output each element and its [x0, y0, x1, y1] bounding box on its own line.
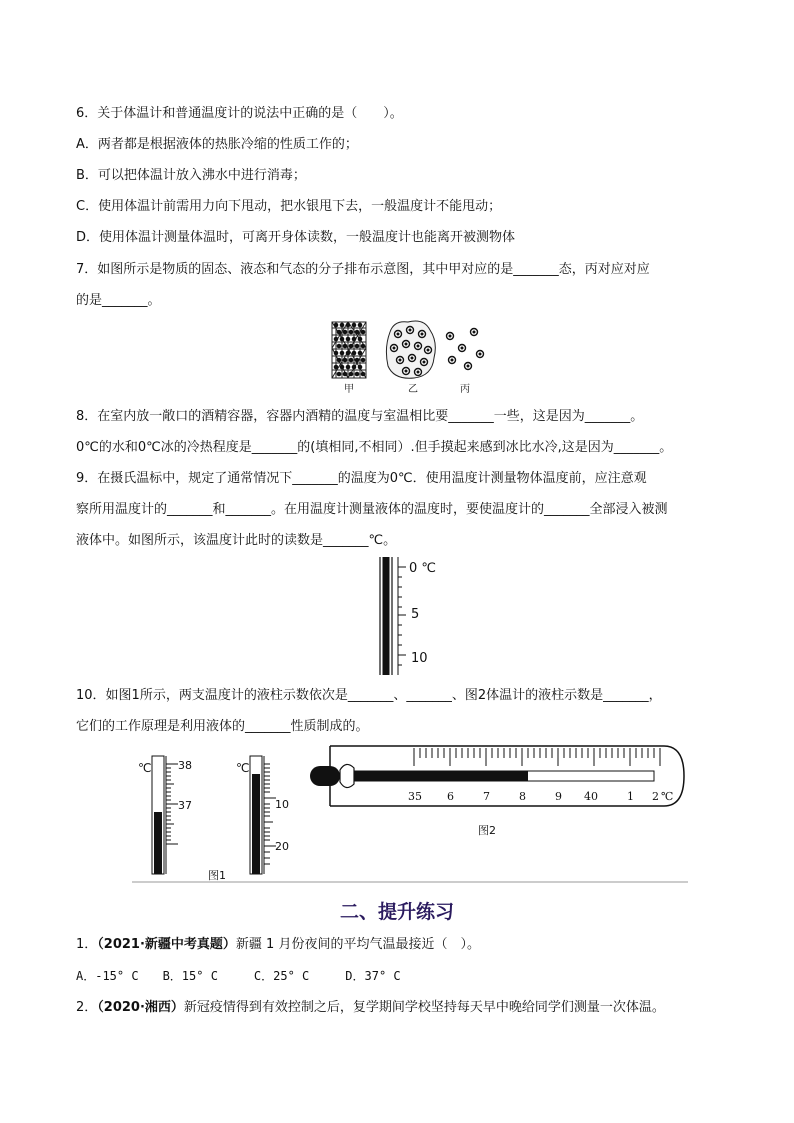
figure-2-clinical-thermometer [302, 740, 688, 886]
q10-line2: 它们的工作原理是利用液体的_______性质制成的。 [76, 719, 369, 734]
molecule-states-figure [328, 318, 494, 396]
fig2-tick-6: 6 [447, 790, 454, 803]
left-liquid-column [154, 812, 162, 874]
q9-line3: 液体中。如图所示，该温度计此时的读数是_______℃。 [76, 533, 397, 548]
q8-line2: 0℃的水和0℃冰的冷热程度是_______的(填相同,不相同）.但手摸起来感到冰比水冷,这是因为_______。 [76, 440, 673, 455]
label-yi: 乙 [408, 384, 418, 395]
liquid-column [383, 557, 390, 675]
q8-line1: 8．在室内放一敞口的酒精容器，容器内酒精的温度与室温相比要_______一些，这是因为_______。 [76, 409, 644, 424]
q6-option-c: C．使用体温计前需用力向下甩动，把水银甩下去，一般温度计不能甩动； [76, 199, 502, 214]
left-unit: ℃ [138, 761, 152, 775]
liquid-molecules [386, 321, 435, 378]
mercury-column [354, 771, 528, 781]
fig2-tick-9: 9 [555, 790, 562, 803]
q7-line1: 7．如图所示是物质的固态、液态和气态的分子排布示意图，其中甲对应的是_______态，丙对应对应 [76, 262, 650, 277]
gas-molecules [447, 329, 484, 370]
p2-line [76, 999, 665, 1017]
fig2-tick-1: 1 [627, 790, 634, 803]
q9-line2: 察所用温度计的_______和_______。在用温度计测量液体的温度时，要使温度计的_______全部浸入被测 [76, 502, 668, 517]
fig2-tick-7: 7 [483, 790, 490, 803]
right-tick-10: 10 [275, 798, 289, 811]
figure-1-thermometers [132, 746, 302, 886]
q6-option-b: B．可以把体温计放入沸水中进行消毒； [76, 168, 306, 183]
section-2-title: 二、提升练习 [339, 901, 454, 923]
p1-number: 1． [76, 937, 98, 952]
q6-option-a: A．两者都是根据液体的热胀冷缩的性质工作的； [76, 137, 358, 152]
q10-line1: 10．如图1所示，两支温度计的液柱示数依次是_______、_______、图2体温计的液柱示数是_______， [76, 688, 662, 703]
right-thermometer [236, 756, 289, 874]
fig2-tick-8: 8 [519, 790, 526, 803]
figure-1-caption: 图1 [208, 869, 226, 882]
p1-stem: 新疆 1 月份夜间的平均气温最接近（ ）。 [235, 937, 480, 952]
fig2-unit: ℃ [661, 790, 674, 803]
fig2-tick-40: 40 [584, 790, 598, 803]
tick-10: 10 [411, 651, 428, 666]
q6-option-d: D．使用体温计测量体温时，可离开身体读数，一般温度计也能离开被测物体 [76, 230, 516, 245]
solid-molecules [332, 322, 366, 378]
tick-0c: 0 ℃ [409, 561, 437, 576]
p2-stem: 新冠疫情得到有效控制之后，复学期间学校坚持每天早中晚给同学们测量一次体温。 [183, 1000, 665, 1015]
tick-5: 5 [411, 607, 420, 622]
right-unit: ℃ [236, 761, 250, 775]
figure-2-caption: 图2 [478, 824, 496, 837]
label-jia: 甲 [344, 384, 354, 395]
right-tick-20: 20 [275, 840, 289, 853]
q6-stem: 6．关于体温计和普通温度计的说法中正确的是（ ）。 [76, 106, 403, 121]
fig2-tick-35: 35 [408, 790, 422, 803]
p2-source-tag: （2020·湘西） [97, 1000, 184, 1015]
bulb [310, 766, 340, 786]
q9-line1: 9．在摄氏温标中，规定了通常情况下_______的温度为0℃．使用温度计测量物体温度前，应注意观 [76, 471, 647, 486]
left-thermometer [138, 756, 192, 874]
q7-line2: 的是_______。 [76, 293, 161, 308]
fig2-tick-2: 2 [652, 790, 659, 803]
p1-line [76, 936, 480, 954]
thermometer-reading-figure [376, 555, 446, 677]
p2-number: 2． [76, 1000, 98, 1015]
right-liquid-column [252, 774, 260, 874]
label-bing: 丙 [460, 384, 470, 395]
p1-options: A．-15° C B．15° C C．25° C D．37° C [76, 969, 401, 983]
left-tick-38: 38 [178, 759, 192, 772]
p1-source-tag: （2021·新疆中考真题） [97, 937, 236, 952]
left-tick-37: 37 [178, 799, 192, 812]
